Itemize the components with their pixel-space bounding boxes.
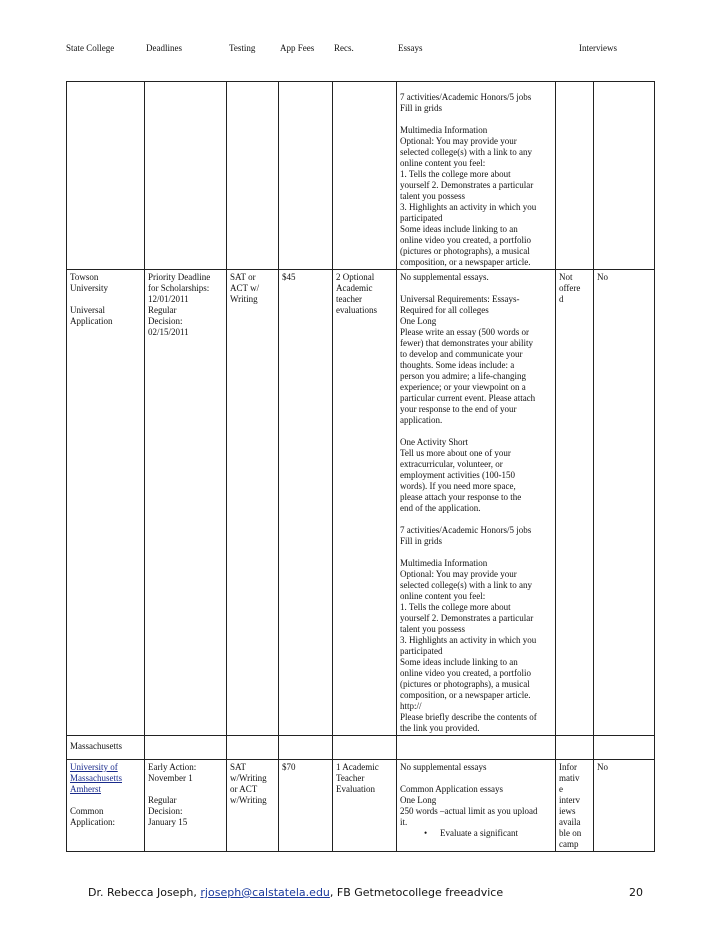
towson-college-name [70,272,141,327]
text-line: for Scholarships: [148,283,210,293]
text-line: camp [559,839,579,849]
umass-recs-cell [333,760,397,852]
umass-interviews [559,762,590,850]
umass-last-cell [594,760,655,852]
text-line: SAT [230,762,247,772]
towson-row [67,270,655,736]
state-empty-cell [145,736,227,760]
text-line: Not [559,272,573,282]
umass-interviews-cell [556,760,594,852]
text-line: Priority Deadline [148,272,211,282]
text-line: selected college(s) with a link to any [400,147,532,157]
college-table [66,81,655,852]
bullet-icon: • [424,828,428,838]
text-line: Amherst [70,784,101,794]
text-line: application. [400,415,443,425]
text-line: 250 words –actual limit as you upload [400,806,538,816]
text-line: d [559,294,564,304]
text-line: 1 Academic [336,762,379,772]
text-line: w/Writing [230,795,267,805]
text-line: Massachusetts [70,773,122,783]
text-line: SAT or [230,272,256,282]
towson-essays-cell [397,270,556,736]
text-line: person you admire; a life-changing [400,371,526,381]
text-line: e [559,784,563,794]
cont-last-cell [594,82,655,270]
text-line [400,283,552,294]
text-line: 2 Optional [336,272,375,282]
header-app-fees: App Fees [280,43,315,53]
text-line: composition, or a newspaper article. [400,690,531,700]
umass-essays [400,762,552,828]
text-line: composition, or a newspaper article. [400,257,531,267]
text-line: Regular [148,305,177,315]
towson-fee-cell [279,270,333,736]
text-line: 3. Highlights an activity in which you [400,202,537,212]
text-line: availa [559,817,581,827]
towson-deadlines [148,272,223,338]
text-line [70,294,141,305]
umass-deadlines [148,762,223,828]
text-line: Fill in grids [400,103,443,113]
header-recs: Recs. [334,43,354,53]
text-line: 1. Tells the college more about [400,602,511,612]
text-line: the link you provided. [400,723,480,733]
text-line: (pictures or photographs), a musical [400,246,530,256]
towson-fee: $45 [282,272,296,282]
text-line: (pictures or photographs), a musical [400,679,530,689]
state-empty-cell [227,736,279,760]
continuation-row [67,82,655,270]
state-empty-cell [333,736,397,760]
state-label: Massachusetts [70,741,122,751]
header-deadlines: Deadlines [146,43,182,53]
text-line: online content you feel: [400,591,486,601]
umass-college-link[interactable] [70,762,141,795]
text-line: Evaluation [336,784,375,794]
text-line: Decision: [148,806,183,816]
header-interviews: Interviews [579,43,617,53]
towson-last: No [597,272,608,282]
towson-testing-cell [227,270,279,736]
text-line: Application: [70,817,115,827]
umass-college-app [70,795,141,828]
text-line [70,795,141,806]
text-line: w/Writing [230,773,267,783]
umass-recs [336,762,393,795]
umass-testing-cell [227,760,279,852]
text-line: January 15 [148,817,188,827]
text-line: Infor [559,762,577,772]
umass-bullet-text: Evaluate a significant [440,828,518,838]
text-line: 3. Highlights an activity in which you [400,635,537,645]
text-line [400,547,552,558]
text-line: Towson [70,272,99,282]
text-line: One Activity Short [400,437,468,447]
text-line: Multimedia Information [400,558,488,568]
umass-last: No [597,762,608,772]
page-number: 20 [629,886,643,899]
footer-email-link[interactable]: rjoseph@calstatela.edu [200,886,330,899]
towson-recs-cell [333,270,397,736]
text-line: Tell us more about one of your [400,448,511,458]
text-line: Academic [336,283,373,293]
text-line: particular current event. Please attach [400,393,536,403]
text-line: iews [559,806,576,816]
text-line: November 1 [148,773,193,783]
umass-row [67,760,655,852]
text-line: end of the application. [400,503,481,513]
text-line: talent you possess [400,191,465,201]
header-testing: Testing [229,43,256,53]
text-line: or ACT [230,784,258,794]
umass-essay-bullet [400,828,552,839]
text-line: University of [70,762,118,772]
text-line: please attach your response to the [400,492,522,502]
text-line [148,784,223,795]
umass-deadlines-cell [145,760,227,852]
text-line: Early Action: [148,762,197,772]
towson-deadlines-cell [145,270,227,736]
text-line: Optional: You may provide your [400,136,517,146]
state-row-massachusetts [67,736,655,760]
towson-last-cell [594,270,655,736]
text-line: One Long [400,795,437,805]
cont-essays-text [400,92,552,268]
text-line: interv [559,795,580,805]
text-line: Common Application essays [400,784,503,794]
towson-testing [230,272,275,305]
text-line: yourself 2. Demonstrates a particular [400,613,534,623]
text-line: Fill in grids [400,536,443,546]
towson-essays [400,272,552,734]
text-line: ACT w/ [230,283,260,293]
text-line: Required for all colleges [400,305,489,315]
cont-recs-cell [333,82,397,270]
text-line: ble on [559,828,582,838]
header-state-college: State College [66,43,115,53]
towson-college-cell [67,270,145,736]
text-line: it. [400,817,408,827]
text-line: 7 activities/Academic Honors/5 jobs [400,92,532,102]
umass-essays-cell [397,760,556,852]
text-line: online content you feel: [400,158,486,168]
text-line [400,773,552,784]
text-line: words). If you need more space, [400,481,516,491]
towson-interviews-cell [556,270,594,736]
state-empty-cell [397,736,556,760]
cont-deadlines-cell [145,82,227,270]
text-line [400,514,552,525]
text-line: One Long [400,316,437,326]
text-line: Universal [70,305,105,315]
text-line: Regular [148,795,177,805]
text-line: Please briefly describe the contents of [400,712,537,722]
text-line: yourself 2. Demonstrates a particular [400,180,534,190]
text-line [400,426,552,437]
text-line: evaluations [336,305,377,315]
text-line: Decision: [148,316,183,326]
cont-college-cell [67,82,145,270]
towson-interviews [559,272,590,305]
text-line: No supplemental essays. [400,272,489,282]
footer-suffix: , FB Getmetocollege freeadvice [329,886,504,899]
text-line: online video you created, a portfolio [400,668,531,678]
text-line: teacher [336,294,362,304]
text-line: Universal Requirements: Essays- [400,294,520,304]
state-empty-cell [594,736,655,760]
text-line: online video you created, a portfolio [400,235,531,245]
towson-recs [336,272,393,316]
state-empty-cell [279,736,333,760]
text-line: No supplemental essays [400,762,487,772]
state-empty-cell [556,736,594,760]
text-line: http:// [400,701,422,711]
text-line: Please write an essay (500 words or [400,327,529,337]
text-line: 12/01/2011 [148,294,189,304]
text-line: employment activities (100-150 [400,470,515,480]
text-line: fewer) that demonstrates your ability [400,338,533,348]
footer-author: Dr. Rebecca Joseph, [88,886,201,899]
text-line: Teacher [336,773,365,783]
text-line: selected college(s) with a link to any [400,580,532,590]
text-line: Optional: You may provide your [400,569,517,579]
text-line: 7 activities/Academic Honors/5 jobs [400,525,532,535]
umass-testing [230,762,275,806]
text-line: talent you possess [400,624,465,634]
text-line: Some ideas include linking to an [400,657,518,667]
text-line: Multimedia Information [400,125,488,135]
text-line: Writing [230,294,258,304]
header-essays: Essays [398,43,423,53]
text-line: thoughts. Some ideas include: a [400,360,515,370]
page-footer [88,886,648,899]
text-line: 1. Tells the college more about [400,169,511,179]
text-line: offere [559,283,581,293]
cont-testing-cell [227,82,279,270]
text-line: 02/15/2011 [148,327,189,337]
text-line: Common [70,806,104,816]
cont-interviews-cell [556,82,594,270]
state-label-cell [67,736,145,760]
text-line: Application [70,316,113,326]
cont-essays-cell [397,82,556,270]
text-line: University [70,283,108,293]
text-line: your response to the end of your [400,404,517,414]
text-line: Some ideas include linking to an [400,224,518,234]
umass-fee-cell [279,760,333,852]
cont-fee-cell [279,82,333,270]
text-line: mativ [559,773,580,783]
text-line: experience; or your viewpoint on a [400,382,526,392]
text-line: participated [400,646,443,656]
umass-college-cell [67,760,145,852]
text-line: participated [400,213,443,223]
text-line: to develop and communicate your [400,349,523,359]
text-line: extracurricular, volunteer, or [400,459,503,469]
text-line [400,114,552,125]
umass-fee: $70 [282,762,296,772]
